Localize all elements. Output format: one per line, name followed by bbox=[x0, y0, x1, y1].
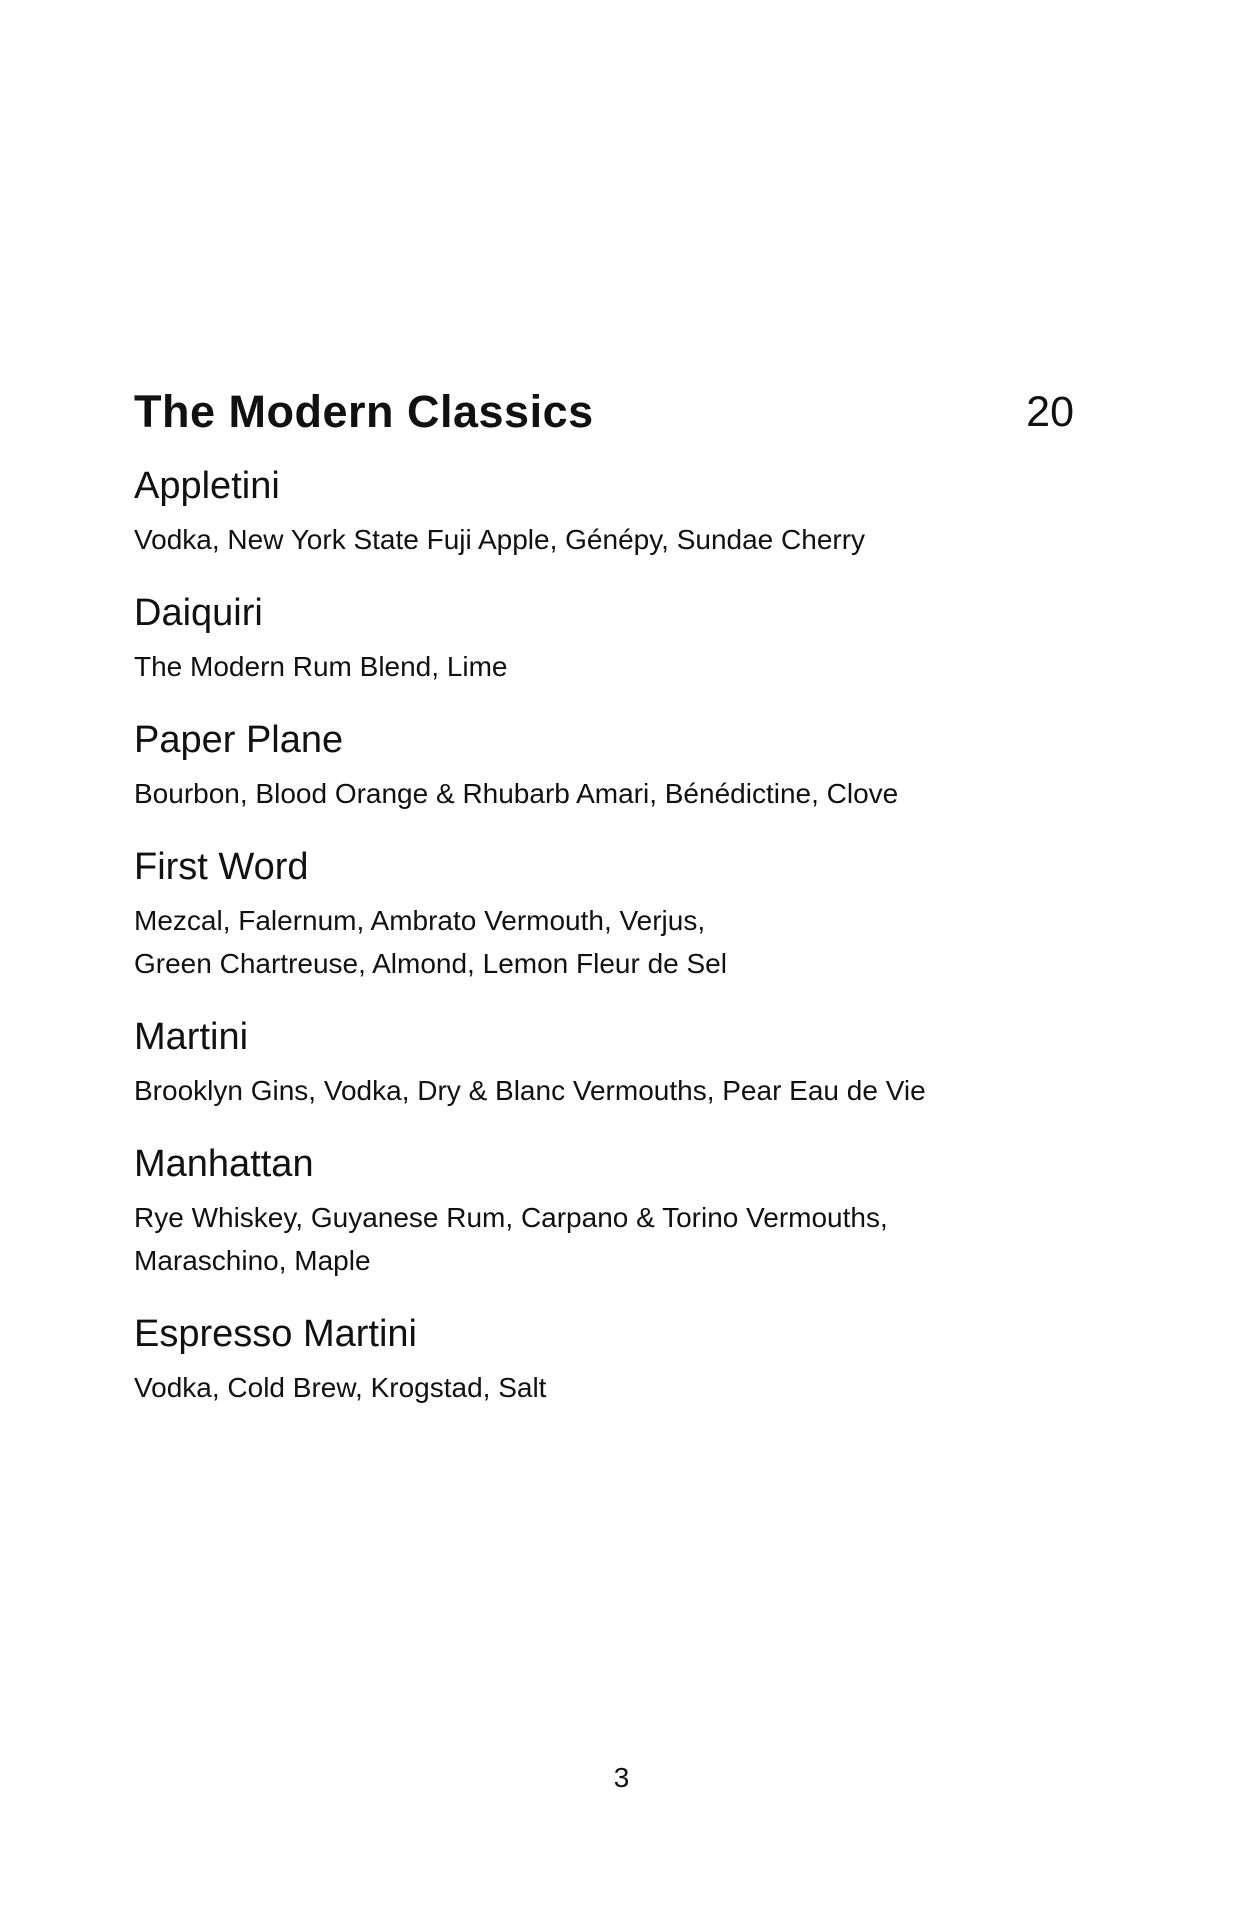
ingredients-line: Mezcal, Falernum, Ambrato Vermouth, Verjus, bbox=[134, 905, 706, 936]
cocktail-item-martini bbox=[134, 1011, 1074, 1112]
page-number: 3 bbox=[613, 1762, 630, 1793]
cocktail-ingredients bbox=[134, 899, 1074, 985]
section-header bbox=[134, 382, 1074, 442]
ingredients-line: The Modern Rum Blend, Lime bbox=[134, 651, 508, 682]
cocktail-name: Appletini bbox=[134, 465, 280, 507]
cocktail-item-first-word bbox=[134, 841, 1074, 985]
ingredients-line: Maraschino, Maple bbox=[134, 1245, 371, 1276]
ingredients-line: Bourbon, Blood Orange & Rhubarb Amari, Bénédictine, Clove bbox=[134, 778, 899, 809]
ingredients-line: Vodka, Cold Brew, Krogstad, Salt bbox=[134, 1372, 547, 1403]
cocktail-ingredients bbox=[134, 1069, 1074, 1112]
section-price: 20 bbox=[1026, 388, 1074, 436]
cocktail-name: Paper Plane bbox=[134, 719, 344, 761]
cocktail-item-paper-plane bbox=[134, 714, 1074, 815]
cocktail-name: Daiquiri bbox=[134, 592, 263, 634]
cocktail-ingredients bbox=[134, 772, 1074, 815]
cocktail-ingredients bbox=[134, 645, 1074, 688]
cocktail-item-daiquiri bbox=[134, 587, 1074, 688]
ingredients-line: Green Chartreuse, Almond, Lemon Fleur de Sel bbox=[134, 948, 727, 979]
ingredients-line: Rye Whiskey, Guyanese Rum, Carpano & Torino Vermouths, bbox=[134, 1202, 888, 1233]
cocktail-name: Manhattan bbox=[134, 1143, 314, 1185]
ingredients-line: Vodka, New York State Fuji Apple, Génépy, Sundae Cherry bbox=[134, 524, 866, 555]
cocktail-name: Espresso Martini bbox=[134, 1313, 417, 1355]
cocktail-item-espresso-martini bbox=[134, 1308, 1074, 1409]
cocktail-ingredients bbox=[134, 1366, 1074, 1409]
cocktail-item-appletini bbox=[134, 460, 1074, 561]
cocktail-list bbox=[134, 460, 1074, 1435]
section-title: The Modern Classics bbox=[134, 386, 594, 437]
cocktail-name: First Word bbox=[134, 846, 309, 888]
cocktail-name: Martini bbox=[134, 1016, 249, 1058]
cocktail-ingredients bbox=[134, 1196, 1074, 1282]
cocktail-ingredients bbox=[134, 518, 1074, 561]
cocktail-item-manhattan bbox=[134, 1138, 1074, 1282]
ingredients-line: Brooklyn Gins, Vodka, Dry & Blanc Vermouths, Pear Eau de Vie bbox=[134, 1075, 926, 1106]
